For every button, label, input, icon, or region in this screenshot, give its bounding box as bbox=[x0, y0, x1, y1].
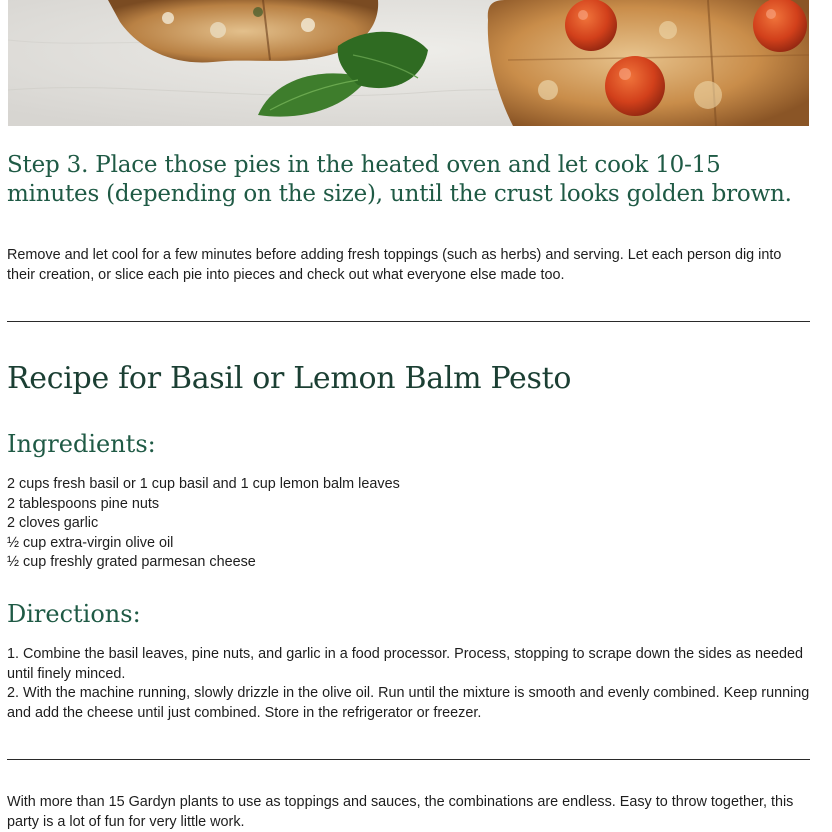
ingredient-item: ½ cup extra-virgin olive oil bbox=[7, 534, 174, 551]
ingredients-list bbox=[7, 475, 400, 573]
ingredient-item: 2 cups fresh basil or 1 cup basil and 1 cup lemon balm leaves bbox=[7, 476, 400, 492]
section-divider bbox=[7, 321, 810, 322]
ingredient-item: 2 cloves garlic bbox=[7, 515, 99, 532]
ingredient-item: 2 tablespoons pine nuts bbox=[7, 495, 160, 512]
step-3-heading: Step 3. Place those pies in the heated oven and let cook 10-15 minutes (depending on the size), until the crust looks golden brown. bbox=[7, 152, 792, 207]
directions-heading: Directions: bbox=[7, 600, 141, 628]
direction-step: 2. With the machine running, slowly drizzle in the olive oil. Run until the mixture is smooth and evenly combined. Keep running and add the cheese until just combined. Store in the refrigerator or freezer. bbox=[7, 685, 810, 721]
directions-list bbox=[7, 645, 812, 723]
recipe-title: Recipe for Basil or Lemon Balm Pesto bbox=[7, 361, 572, 396]
pizza-illustration bbox=[8, 0, 809, 126]
ingredient-item: ½ cup freshly grated parmesan cheese bbox=[7, 554, 256, 571]
section-divider bbox=[7, 759, 810, 760]
right-pie bbox=[488, 0, 809, 126]
direction-step: 1. Combine the basil leaves, pine nuts, and garlic in a food processor. Process, stopping to scrape down the sides as needed until finely minced. bbox=[7, 646, 803, 682]
closing-paragraph: With more than 15 Gardyn plants to use as toppings and sauces, the combinations are endless. Easy to throw together, this party is a lot of fun for very little work. bbox=[7, 794, 794, 830]
pizza-photo bbox=[8, 0, 809, 126]
step-3-body: Remove and let cool for a few minutes before adding fresh toppings (such as herbs) and serving. Let each person dig into their creation, or slice each pie into pieces and check out what everyone else made too. bbox=[7, 247, 782, 283]
ingredients-heading: Ingredients: bbox=[7, 430, 156, 458]
